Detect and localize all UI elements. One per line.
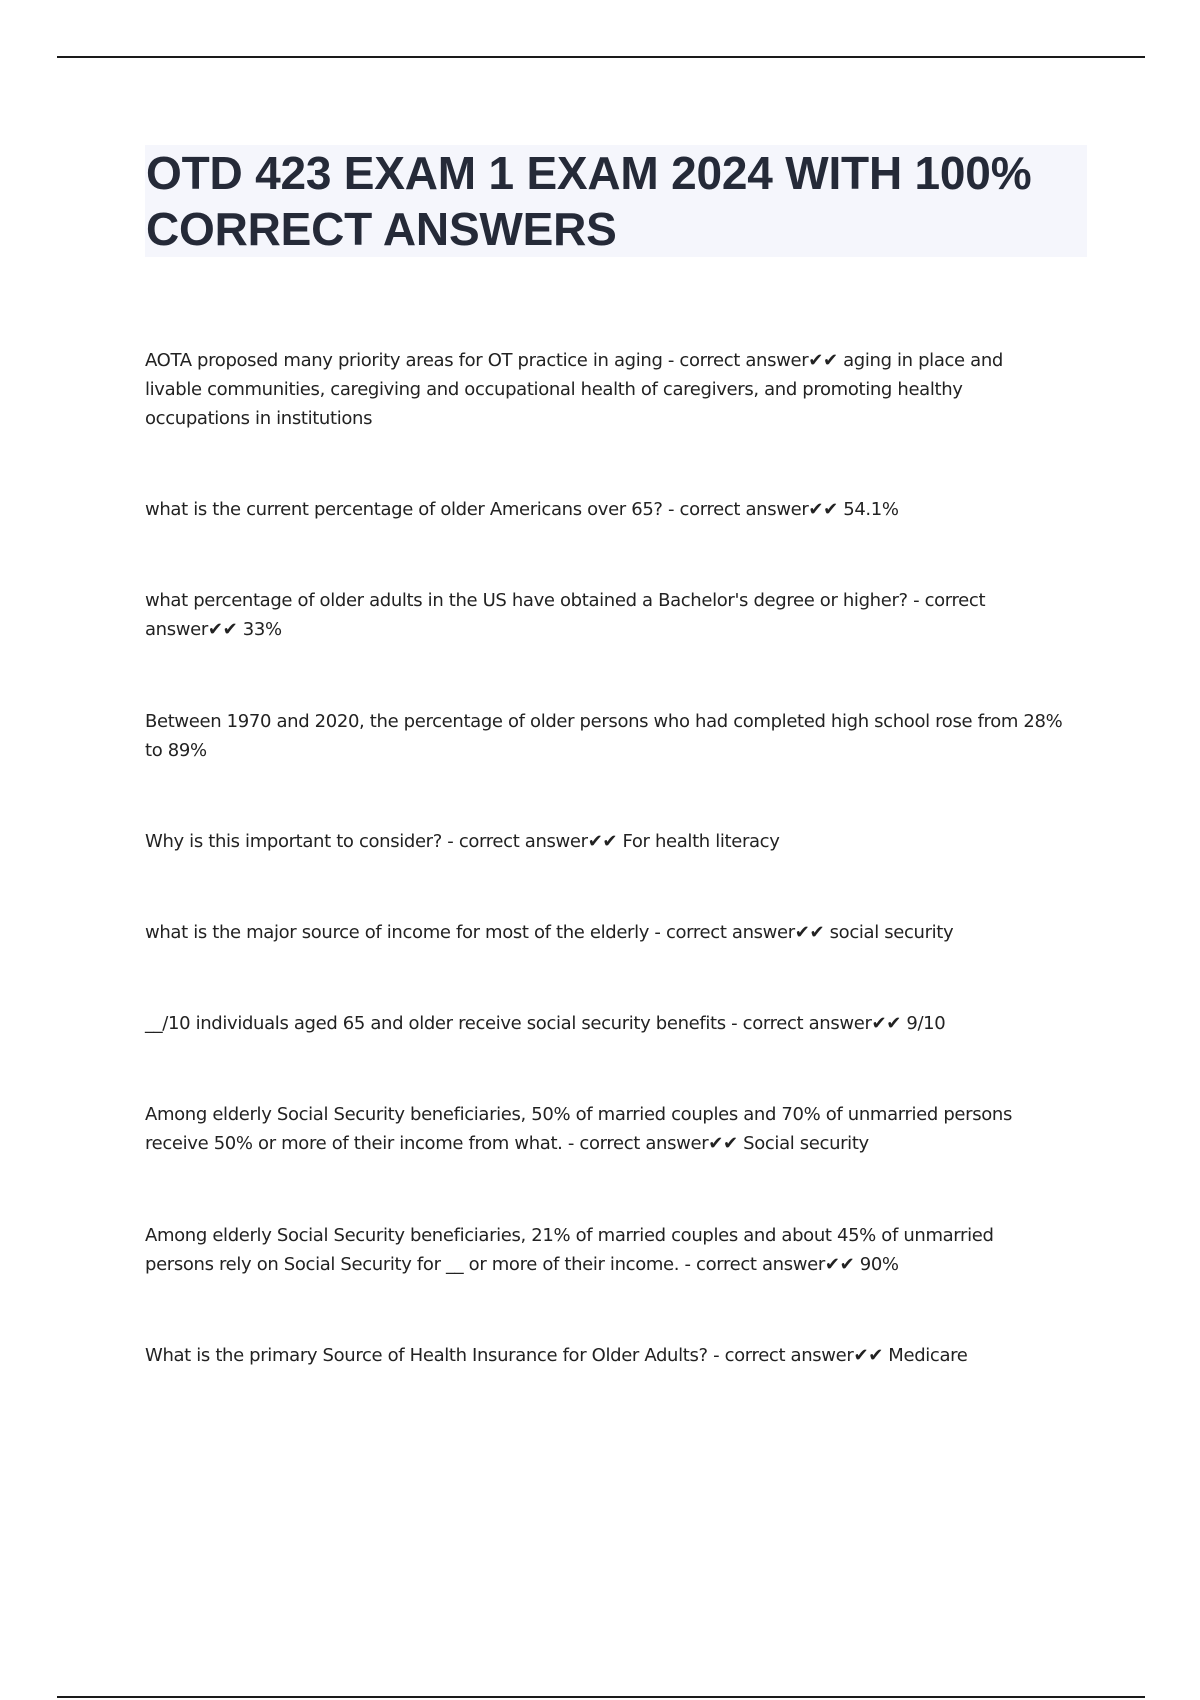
qa-item-bachelors-degree: what percentage of older adults in the US have obtained a Bachelor's degree or higher? - correct answer✔✔ 33% bbox=[145, 590, 986, 640]
document-title: OTD 423 EXAM 1 EXAM 2024 WITH 100% CORRECT ANSWERS bbox=[146, 147, 1032, 255]
qa-item-percentage-over-65: what is the current percentage of older Americans over 65? - correct answer✔✔ 54.1% bbox=[145, 499, 899, 520]
qa-item-ninety-percent-income: Among elderly Social Security beneficiaries, 21% of married couples and about 45% of unmarried persons rely on Social Security for __ or more of their income. - correct answer✔✔ 90% bbox=[145, 1225, 994, 1275]
qa-item-fifty-percent-income: Among elderly Social Security beneficiaries, 50% of married couples and 70% of unmarried persons receive 50% or more of their income from what. - correct answer✔✔ Social security bbox=[145, 1104, 1012, 1154]
footer-rule bbox=[57, 1696, 1145, 1698]
header-rule bbox=[57, 56, 1145, 58]
qa-item-high-school-completion: Between 1970 and 2020, the percentage of older persons who had completed high school rose from 28% to 89% bbox=[145, 711, 1063, 761]
qa-item-why-important: Why is this important to consider? - correct answer✔✔ For health literacy bbox=[145, 831, 780, 852]
qa-item-health-insurance: What is the primary Source of Health Insurance for Older Adults? - correct answer✔✔ Medicare bbox=[145, 1345, 968, 1366]
qa-item-income-source: what is the major source of income for most of the elderly - correct answer✔✔ social security bbox=[145, 922, 954, 943]
qa-item-social-security-ratio: __/10 individuals aged 65 and older receive social security benefits - correct answer✔✔ 9/10 bbox=[145, 1013, 946, 1034]
qa-item-priority-areas: AOTA proposed many priority areas for OT practice in aging - correct answer✔✔ aging in place and livable communities, caregiving and occupational health of caregivers, and promoting healthy occupations in institutions bbox=[145, 350, 1003, 429]
